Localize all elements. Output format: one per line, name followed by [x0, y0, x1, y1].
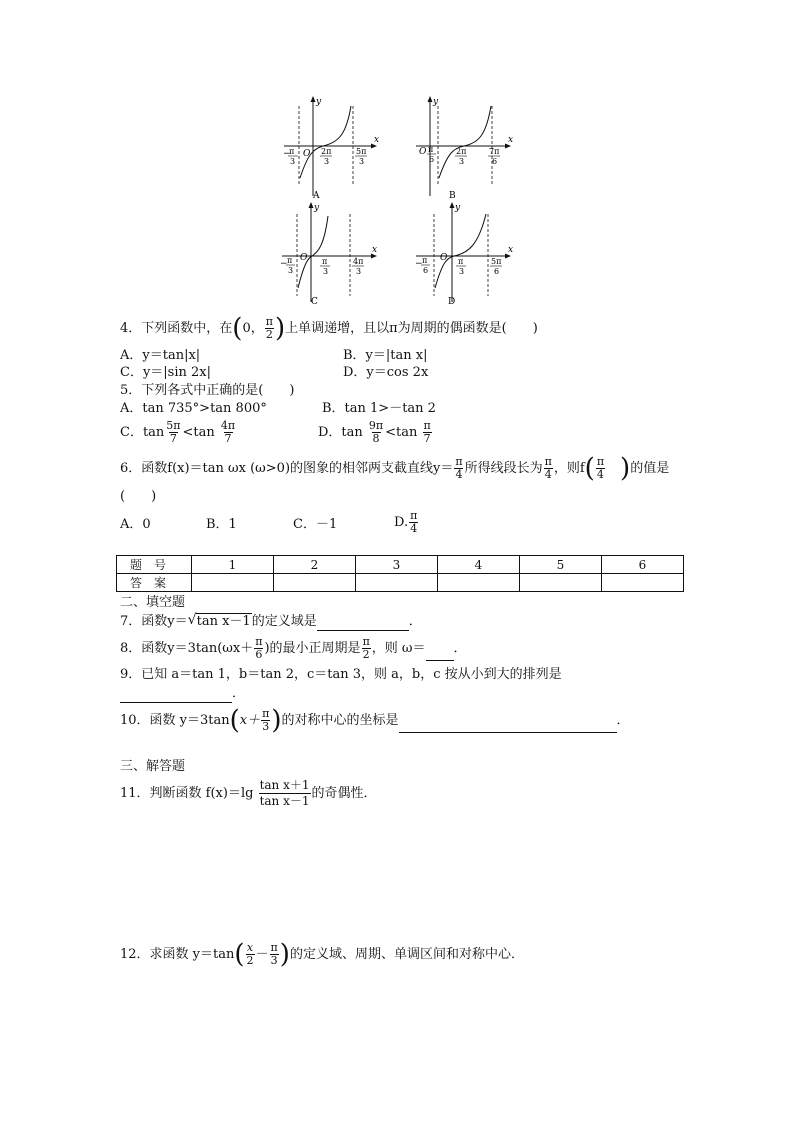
table-row-answers [117, 574, 684, 592]
graph-label: A [313, 191, 320, 201]
q11: 11．判断函数 f(x)＝lg $\frac{\text{tan x＋1}}{\text{tan x－1}}$ 的奇偶性． [120, 778, 377, 808]
graph-B [412, 94, 522, 204]
tick-3-num: 5π [491, 257, 502, 266]
tick-2-den: 3 [459, 267, 465, 276]
q6-option-a[interactable]: A．0 [120, 517, 151, 532]
y-label: y [316, 97, 322, 107]
q5-stem: 5．下列各式中正确的是( ) [120, 383, 295, 398]
q6-stem: 6．函数f(x)＝tan ωx (ω>0)的图象的相邻两支截直线y＝ $\frac{\pi}{4}$ 所得线段长为 $\frac{\pi}{4}$ ，则f( $\frac{\pi}{4}$ )的值是 [120, 453, 670, 484]
tick-2-den: 3 [324, 157, 330, 166]
table-head-answer: 答案 [117, 574, 192, 592]
y-axis-arrow [309, 202, 314, 208]
tick-2-num: 2π [456, 147, 467, 156]
x-label: x [508, 245, 514, 255]
y-axis-arrow [450, 202, 455, 208]
q12: 12．求函数 y＝tan( $\frac{x}{2}$ － $\frac{\pi}{3}$ )的定义域、周期、单调区间和对称中心． [120, 939, 524, 970]
q5-option-c[interactable]: C．tan $\frac{5\pi}{7}$ <tan $\frac{4\pi}{7}$ [120, 419, 236, 445]
graph-D [412, 200, 522, 310]
q4-option-b[interactable]: B．y＝|tan x| [343, 348, 428, 363]
graph-A [278, 94, 388, 204]
tick-2-den: 3 [323, 267, 329, 276]
answer-cell-3[interactable] [356, 574, 438, 592]
origin-label: O [419, 147, 427, 157]
table-row-header [117, 556, 684, 574]
tangent-curve [439, 106, 491, 178]
table-col-5: 5 [520, 556, 602, 574]
tick-3-den: 6 [494, 267, 500, 276]
graph-C [278, 200, 388, 310]
y-axis-arrow [311, 96, 316, 102]
q10-answer-blank[interactable] [399, 718, 617, 733]
q5-option-a[interactable]: A．tan 735°>tan 800° [120, 401, 267, 416]
tick-1-den: 6 [429, 155, 435, 164]
table-col-4: 4 [438, 556, 520, 574]
q8: 8．函数y＝3tan(ωx＋ $\frac{\pi}{6}$ )的最小正周期是 $\frac{\pi}{2}$ ，则 ω＝ ． [120, 635, 467, 661]
tick-1-den: 6 [423, 266, 429, 275]
table-col-2: 2 [274, 556, 356, 574]
q5-option-b[interactable]: B．tan 1>－tan 2 [322, 401, 436, 416]
y-label: y [455, 203, 461, 213]
tick-3-num: 4π [353, 257, 364, 266]
origin-label: O [303, 149, 311, 159]
tick-1-num: π [287, 256, 293, 265]
x-label: x [508, 135, 514, 145]
answer-cell-4[interactable] [438, 574, 520, 592]
tick-2-num: π [458, 257, 464, 266]
answer-cell-1[interactable] [192, 574, 274, 592]
tick-2-num: π [322, 257, 328, 266]
q5-option-d[interactable]: D．tan $\frac{9\pi}{8}$ <tan $\frac{\pi}{7}$ [318, 419, 431, 445]
tick-3-den: 6 [492, 157, 498, 166]
table-head-number: 题号 [117, 556, 192, 574]
q8-answer-blank[interactable] [426, 646, 454, 661]
tick-minus: − [280, 259, 288, 269]
y-axis-arrow [428, 96, 433, 102]
tick-3-den: 3 [359, 157, 365, 166]
q4-stem: 4．下列函数中，在(0， $\frac{\pi}{2}$ )上单调递增，且以π为周期的偶函数是( ) [120, 313, 538, 344]
q6-option-b[interactable]: B．1 [206, 517, 237, 532]
tick-minus: − [415, 259, 423, 269]
tick-minus: − [283, 149, 291, 159]
tangent-curve [435, 214, 486, 288]
y-label: y [433, 97, 439, 107]
section-2-title: 二、填空题 [120, 595, 186, 610]
answer-cell-5[interactable] [520, 574, 602, 592]
tick-3-num: 7π [489, 147, 500, 156]
graph-label: B [449, 191, 456, 201]
tick-1-num: π [422, 256, 428, 265]
tick-2-den: 3 [459, 157, 465, 166]
answer-cell-6[interactable] [602, 574, 684, 592]
tick-1-den: 3 [290, 157, 296, 166]
tangent-curve [300, 106, 351, 178]
origin-label: O [440, 253, 448, 263]
tick-1-den: 3 [288, 266, 294, 275]
tick-3-den: 3 [356, 267, 362, 276]
q9-line2: ． [120, 685, 245, 703]
q10: 10．函数 y＝3tan(x＋ $\frac{\pi}{3}$ )的对称中心的坐标是 ． [120, 705, 630, 736]
q7: 7．函数y＝ √ tan x－1的定义域是 ． [120, 612, 422, 629]
q9: 9．已知 a＝tan 1，b＝tan 2，c＝tan 3，则 a，b，c 按从小到大的排列是 [120, 667, 562, 682]
q4-option-c[interactable]: C．y＝|sin 2x| [120, 365, 211, 380]
tick-1-num: π [289, 147, 295, 156]
table-col-1: 1 [192, 556, 274, 574]
q6-option-d[interactable]: D. $\frac{\pi}{4}$ [394, 509, 418, 535]
tick-3-num: 5π [356, 147, 367, 156]
graph-label: C [311, 297, 318, 307]
answer-table [116, 555, 684, 592]
graph-label: D [448, 297, 456, 307]
tick-2-num: 2π [321, 147, 332, 156]
section-3-title: 三、解答题 [120, 759, 186, 774]
tangent-curve [298, 216, 328, 288]
q9-answer-blank[interactable] [120, 688, 232, 703]
q7-answer-blank[interactable] [317, 616, 409, 631]
y-label: y [314, 203, 320, 213]
x-label: x [372, 245, 378, 255]
q4-option-a[interactable]: A．y＝tan|x| [120, 348, 201, 363]
tick-1-num: π [428, 145, 434, 154]
x-label: x [374, 135, 380, 145]
table-col-6: 6 [602, 556, 684, 574]
q6-option-c[interactable]: C．－1 [293, 517, 338, 532]
origin-label: O [300, 253, 308, 263]
table-col-3: 3 [356, 556, 438, 574]
q6-answer-paren: ( ) [120, 489, 157, 504]
q4-option-d[interactable]: D．y＝cos 2x [343, 365, 429, 380]
answer-cell-2[interactable] [274, 574, 356, 592]
